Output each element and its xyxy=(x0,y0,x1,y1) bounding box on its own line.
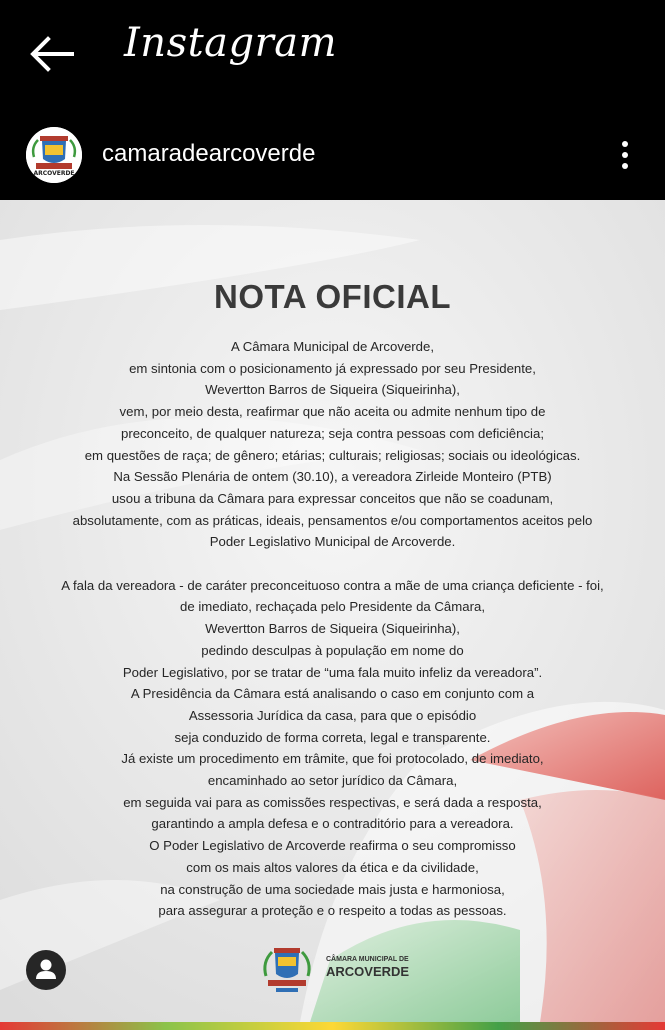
body-line: de imediato, rechaçada pelo Presidente da Câmara, xyxy=(180,599,485,615)
body-line: Wevertton Barros de Siqueira (Siqueirinha), xyxy=(205,382,460,398)
paragraph-gap xyxy=(20,553,645,575)
body-line: Já existe um procedimento em trâmite, que foi protocolado, de imediato, xyxy=(121,751,544,767)
body-line: em seguida vai para as comissões respectivas, e será dada a resposta, xyxy=(123,794,542,810)
body-line: garantindo a ampla defesa e o contraditório para a vereadora. xyxy=(151,816,514,832)
post-title: NOTA OFICIAL xyxy=(214,278,451,315)
body-line: seja conduzido de forma correta, legal e transparente. xyxy=(174,729,491,745)
body-line: Poder Legislativo Municipal de Arcoverde. xyxy=(209,534,456,550)
body-line: A Câmara Municipal de Arcoverde, xyxy=(230,339,435,354)
body-line: preconceito, de qualquer natureza; seja contra pessoas com deficiência; xyxy=(121,425,544,441)
arrow-left-icon xyxy=(28,34,76,74)
body-line: em questões de raça; de gênero; etárias; culturais; religiosas; sociais ou ideológicas. xyxy=(84,447,581,463)
more-options-button[interactable] xyxy=(612,135,638,175)
app-title: Instagram xyxy=(124,20,338,66)
footer-logo-line2: ARCOVERDE xyxy=(326,964,410,979)
body-line: A Presidência da Câmara está analisando o caso em conjunto com a xyxy=(130,686,535,702)
body-line: vem, por meio desta, reafirmar que não aceita ou admite nenhum tipo de xyxy=(119,404,546,420)
body-line: em sintonia com o posicionamento já expressado por seu Presidente, xyxy=(129,360,536,376)
user-tag-icon xyxy=(26,950,66,990)
camara-logo-avatar xyxy=(26,127,82,183)
more-vertical-icon xyxy=(612,135,638,175)
body-line: absolutamente, com as práticas, ideais, pensamentos e/ou comportamentos aceitos pelo xyxy=(72,512,593,528)
body-line: Assessoria Jurídica da casa, para que o episódio xyxy=(188,707,477,723)
body-line: pedindo desculpas à população em nome do xyxy=(201,642,464,658)
body-line: A fala da vereadora - de caráter preconceituoso contra a mãe de uma criança deficiente - foi, xyxy=(61,577,604,593)
body-line: para assegurar a proteção e o respeito a todas as pessoas. xyxy=(158,903,507,919)
post-image[interactable] xyxy=(0,200,665,1022)
profile-avatar[interactable] xyxy=(26,127,82,183)
post-header xyxy=(0,107,665,200)
camara-emblem-icon xyxy=(258,944,316,1002)
footer-logo xyxy=(258,942,418,1002)
body-line: na construção de uma sociedade mais justa e harmoniosa, xyxy=(160,881,505,897)
body-line: encaminhado ao setor jurídico da Câmara, xyxy=(207,773,458,789)
bottom-color-strip xyxy=(0,1022,665,1030)
body-line: usou a tribuna da Câmara para expressar conceitos que não se coadunam, xyxy=(111,490,554,506)
body-line: com os mais altos valores da ética e da civilidade, xyxy=(186,859,479,875)
body-line: Poder Legislativo, por se tratar de “uma fala muito infeliz da vereadora”. xyxy=(122,664,543,680)
profile-username[interactable]: camaradearcoverde xyxy=(102,140,316,167)
body-line: Na Sessão Plenária de ontem (30.10), a vereadora Zirleide Monteiro (PTB) xyxy=(113,469,552,485)
top-app-bar xyxy=(0,0,665,107)
avatar-logo-text: ARCOVERDE xyxy=(33,170,75,177)
post-body-text xyxy=(20,336,645,922)
footer-logo-line1: CÂMARA MUNICIPAL DE xyxy=(326,956,409,963)
body-line: O Poder Legislativo de Arcoverde reafirma o seu compromisso xyxy=(149,838,516,854)
back-button[interactable] xyxy=(28,34,76,74)
body-line: Wevertton Barros de Siqueira (Siqueirinha), xyxy=(205,621,460,637)
tagged-users-button[interactable] xyxy=(26,950,66,990)
